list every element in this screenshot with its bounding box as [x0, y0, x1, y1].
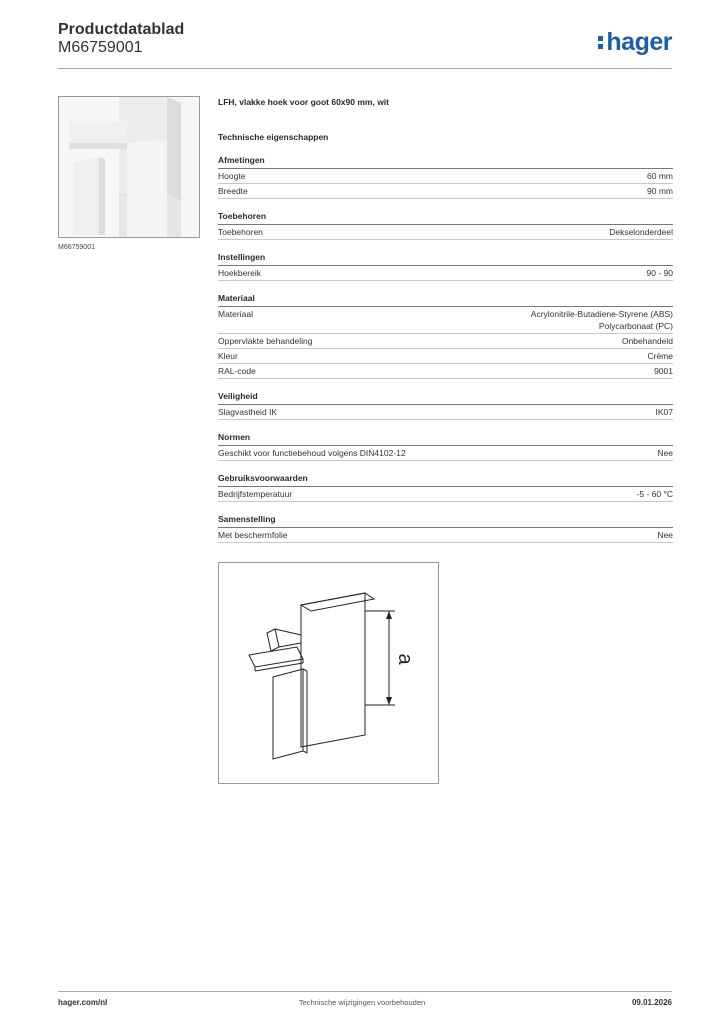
spec-row — [218, 334, 673, 349]
spec-row — [218, 225, 673, 240]
drawing-front-edge — [303, 669, 307, 753]
spec-row — [218, 364, 673, 379]
spec-row — [218, 169, 673, 184]
document-title: Productdatablad — [58, 21, 185, 38]
section-title: Afmetingen — [218, 155, 673, 169]
spec-row — [218, 184, 673, 199]
spec-value-line: 9001 — [654, 366, 673, 376]
footer-disclaimer: Technische wijzigingen voorbehouden — [298, 998, 426, 1007]
spec-value-line: -5 - 60 °C — [636, 489, 673, 499]
spec-label: Breedte — [218, 186, 248, 196]
spec-row — [218, 349, 673, 364]
spec-value-line: Onbehandeld — [621, 336, 673, 346]
section-title: Materiaal — [218, 293, 673, 307]
spec-value-line: Acrylonitrile-Butadiene-Styrene (ABS) — [530, 309, 673, 319]
spec-label: Toebehoren — [218, 227, 263, 237]
section-title: Toebehoren — [218, 211, 673, 225]
product-photo — [58, 96, 200, 238]
photo-caption: M66759001 — [58, 244, 95, 251]
drawing-front-plate — [273, 669, 303, 759]
spec-value-line: Dekselonderdeel — [609, 227, 673, 237]
spec-value — [647, 267, 673, 279]
spec-label: RAL-code — [218, 366, 256, 376]
drawing-top-flange — [301, 593, 374, 611]
spec-label: Slagvastheid IK — [218, 407, 278, 417]
spec-value — [531, 308, 673, 332]
spec-section — [218, 211, 673, 240]
spec-value — [609, 226, 673, 238]
section-title: Veiligheid — [218, 391, 673, 405]
spec-row — [218, 266, 673, 281]
spec-section — [218, 473, 673, 502]
header-divider — [58, 68, 672, 69]
spec-row — [218, 528, 673, 543]
spec-value — [647, 350, 673, 362]
spec-label: Oppervlakte behandeling — [218, 336, 313, 346]
spec-label: Met beschermfolie — [218, 530, 288, 540]
spec-value-line: Crème — [647, 351, 673, 361]
drawing-back-plate — [301, 593, 365, 747]
spec-value-line: 90 mm — [647, 186, 673, 196]
spec-value — [622, 335, 673, 347]
spec-row — [218, 307, 673, 334]
section-title: Instellingen — [218, 252, 673, 266]
drawing-svg — [219, 563, 438, 783]
spec-value-line: 60 mm — [647, 171, 673, 181]
dimension-arrow-top — [386, 611, 392, 619]
spec-section — [218, 391, 673, 420]
hager-logo — [598, 28, 672, 56]
spec-value-line: Nee — [657, 448, 673, 458]
spec-value — [657, 529, 673, 541]
spec-label: Materiaal — [218, 309, 253, 319]
logo-colon-icon — [598, 34, 604, 51]
dimension-label: a — [394, 653, 416, 665]
spec-row — [218, 446, 673, 461]
spec-section — [218, 155, 673, 199]
spec-row — [218, 405, 673, 420]
spec-row — [218, 487, 673, 502]
spec-value — [654, 365, 673, 377]
dimension-arrow-bottom — [386, 697, 392, 705]
spec-value — [637, 488, 673, 500]
section-title: Normen — [218, 432, 673, 446]
section-title: Samenstelling — [218, 514, 673, 528]
spec-value — [656, 406, 674, 418]
footer-date: 09.01.2026 — [631, 998, 672, 1007]
drawing-upper-tab — [267, 629, 279, 651]
spec-label: Kleur — [218, 351, 238, 361]
spec-section — [218, 293, 673, 379]
section-title: Gebruiksvoorwaarden — [218, 473, 673, 487]
spec-section — [218, 252, 673, 281]
technical-properties-heading: Technische eigenschappen — [218, 132, 329, 142]
spec-section — [218, 432, 673, 461]
spec-value-line: 90 - 90 — [646, 268, 673, 278]
logo-text: hager — [606, 28, 672, 56]
product-photo-image — [59, 97, 199, 237]
spec-value — [647, 185, 673, 197]
spec-sections — [218, 155, 673, 543]
spec-value-line: IK07 — [655, 407, 673, 417]
spec-value — [647, 170, 673, 182]
spec-value-line: Polycarbonaat (PC) — [598, 321, 673, 331]
product-name: LFH, vlakke hoek voor goot 60x90 mm, wit — [218, 97, 389, 107]
footer-divider — [58, 991, 672, 992]
spec-label: Hoogte — [218, 171, 246, 181]
technical-drawing — [218, 562, 439, 784]
spec-label: Hoekbereik — [218, 268, 261, 278]
spec-section — [218, 514, 673, 543]
spec-value — [657, 447, 673, 459]
footer-website[interactable]: hager.com/nl — [58, 998, 108, 1007]
spec-label: Bedrijfstemperatuur — [218, 489, 293, 499]
product-code: M66759001 — [58, 39, 143, 56]
spec-value-line: Nee — [657, 530, 673, 540]
spec-label: Geschikt voor functiebehoud volgens DIN4102-12 — [218, 448, 406, 458]
spec-panel — [218, 96, 673, 573]
